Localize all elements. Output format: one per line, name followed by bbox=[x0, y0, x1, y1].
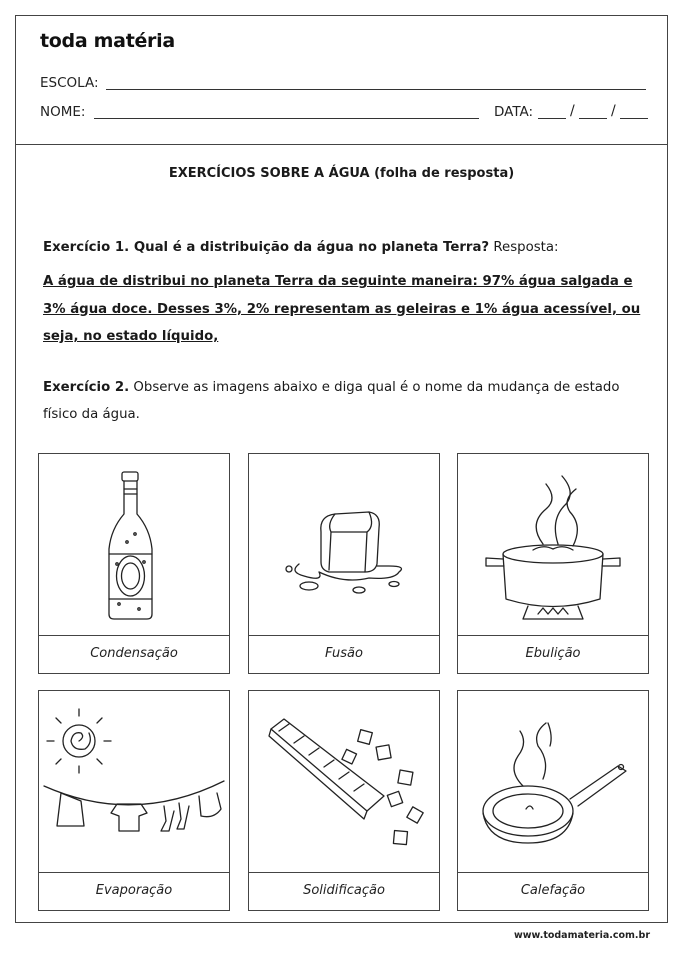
card-caption: Ebulição bbox=[525, 646, 581, 661]
card-caption: Solidificação bbox=[303, 883, 385, 898]
card-evaporation bbox=[38, 690, 230, 911]
name-label: NOME: bbox=[40, 104, 86, 120]
card-boiling bbox=[457, 453, 649, 674]
boiling-pot-icon bbox=[458, 454, 648, 635]
exercise-1-text: Qual é a distribuição da água no planeta Terra? bbox=[129, 240, 490, 255]
date-year-field[interactable] bbox=[620, 118, 648, 119]
exercise-2-question bbox=[43, 374, 648, 428]
name-field[interactable] bbox=[94, 118, 479, 119]
date-separator: / bbox=[570, 103, 575, 119]
header bbox=[16, 16, 667, 145]
worksheet bbox=[15, 15, 668, 923]
worksheet-title: EXERCÍCIOS SOBRE A ÁGUA (folha de resposta) bbox=[168, 166, 515, 181]
card-fusion bbox=[248, 453, 440, 674]
card-caption: Calefação bbox=[520, 883, 586, 898]
card-solidification bbox=[248, 690, 440, 911]
footer-url: www.todamateria.com.br bbox=[513, 930, 650, 941]
ice-tray-icon bbox=[249, 691, 439, 872]
exercise-1-label: Exercício 1. bbox=[43, 240, 130, 255]
exercise-2-label: Exercício 2. bbox=[43, 380, 130, 395]
date-month-field[interactable] bbox=[579, 118, 607, 119]
card-caption: Condensação bbox=[90, 646, 178, 661]
school-label: ESCOLA: bbox=[40, 75, 99, 91]
date-label: DATA: bbox=[494, 104, 534, 120]
card-condensation bbox=[38, 453, 230, 674]
bottle-icon bbox=[39, 454, 229, 635]
melting-ice-icon bbox=[249, 454, 439, 635]
school-field[interactable] bbox=[106, 89, 646, 90]
exercise-1-answer: A água de distribui no planeta Terra da seguinte maneira: 97% água salgada e 3% água doce. Desses 3%, 2% representam as geleiras e 1% água acessível, ou seja, no estado líquido, bbox=[43, 274, 641, 344]
frying-pan-icon bbox=[458, 691, 648, 872]
exercise-2-text: Observe as imagens abaixo e diga qual é o nome da mudança de estado físico da água. bbox=[43, 380, 620, 422]
card-caption: Fusão bbox=[325, 646, 363, 661]
card-caption: Evaporação bbox=[95, 883, 173, 898]
date-separator: / bbox=[611, 103, 616, 119]
date-day-field[interactable] bbox=[538, 118, 566, 119]
answer-label: Resposta: bbox=[489, 240, 559, 255]
brand-logo: toda matéria bbox=[40, 30, 175, 52]
exercise-1-question bbox=[43, 234, 558, 261]
card-calefaction bbox=[457, 690, 649, 911]
clothesline-sun-icon bbox=[39, 691, 229, 872]
